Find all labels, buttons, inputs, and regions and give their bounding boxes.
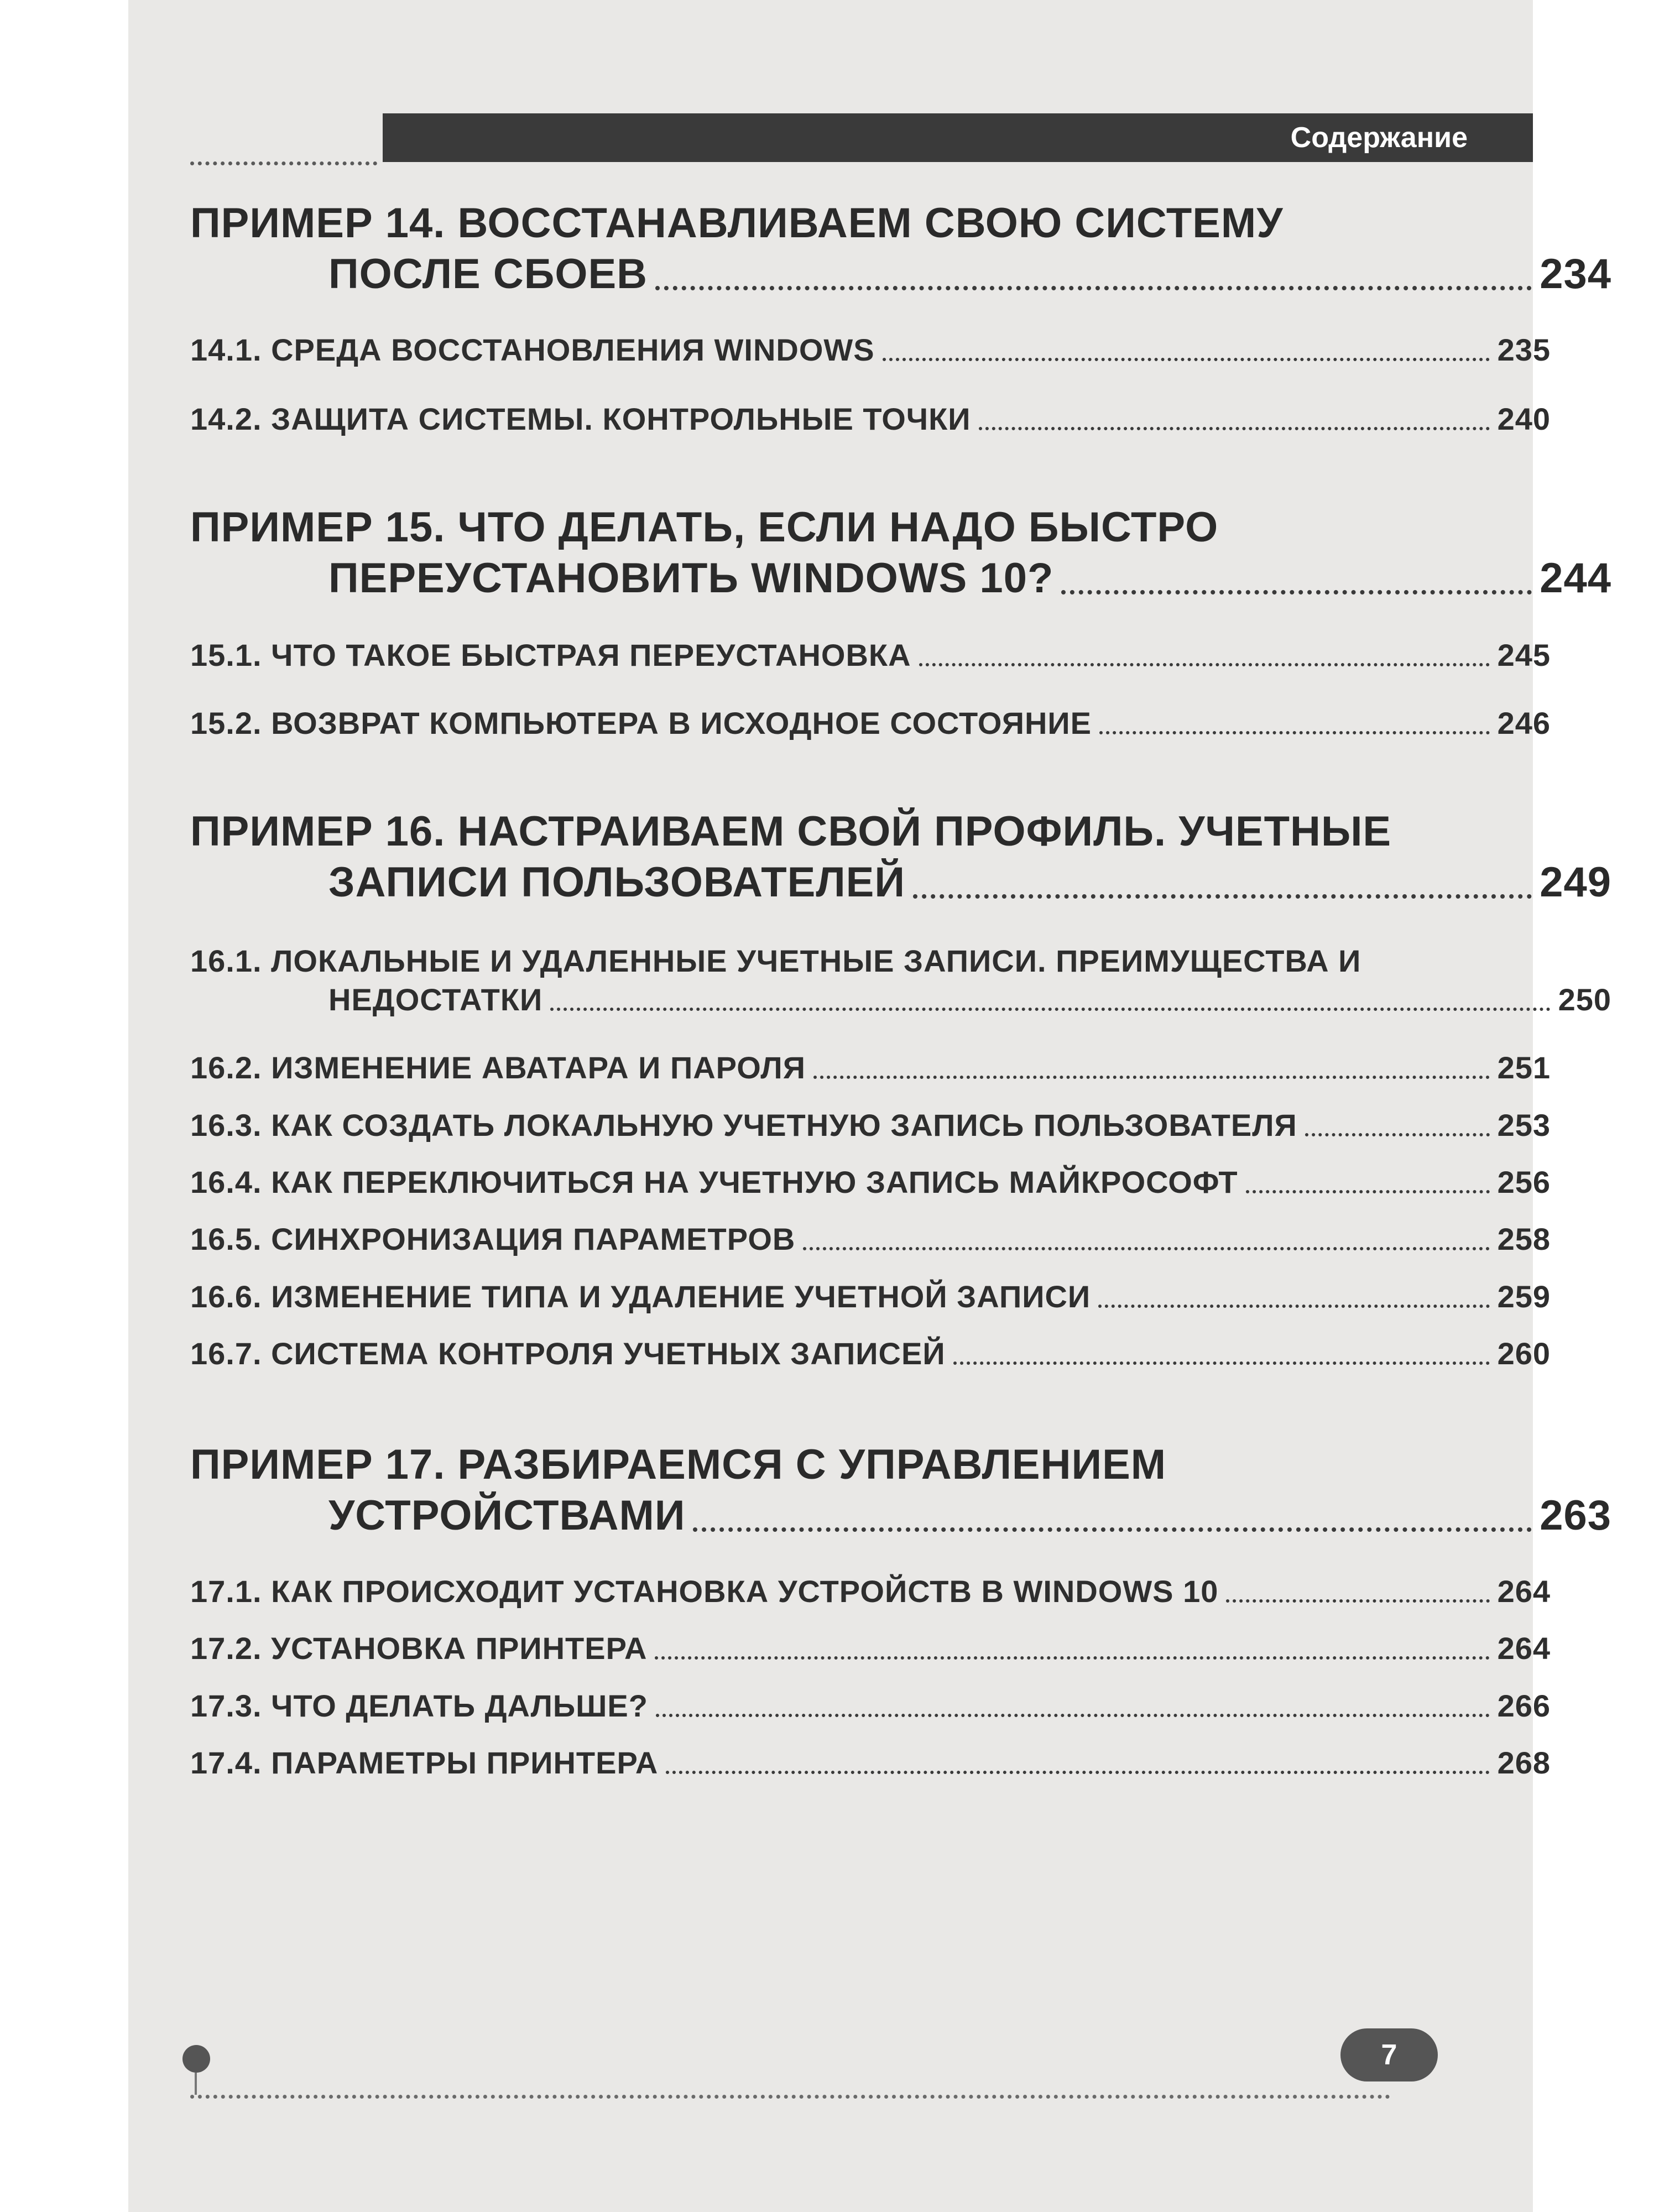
section-page-number: 268	[1497, 1745, 1551, 1780]
section-page-number: 250	[1558, 982, 1611, 1017]
chapter-title-line1: ПРИМЕР 17. РАЗБИРАЕМСЯ С УПРАВЛЕНИЕМ	[190, 1441, 1167, 1488]
section-title: 14.1. СРЕДА ВОССТАНОВЛЕНИЯ WINDOWS	[190, 332, 875, 367]
chapter-title-line2: ПОСЛЕ СБОЕВ	[328, 251, 648, 298]
dot-leader	[803, 1247, 1489, 1250]
dot-leader	[656, 1714, 1490, 1717]
dot-leader	[655, 1656, 1489, 1660]
dot-leader	[813, 1076, 1490, 1079]
chapter-page-number: 244	[1540, 555, 1611, 602]
section-title-line2: НЕДОСТАТКИ	[328, 982, 543, 1017]
dot-leader	[655, 286, 1532, 290]
dot-leader	[913, 894, 1532, 899]
chapter-title-line2: ПЕРЕУСТАНОВИТЬ WINDOWS 10?	[328, 555, 1054, 602]
dot-leader	[1305, 1133, 1490, 1136]
section-title: 16.1. ЛОКАЛЬНЫЕ И УДАЛЕННЫЕ УЧЕТНЫЕ ЗАПИСИ. ПРЕИМУЩЕСТВА И	[190, 943, 1361, 978]
dot-leader	[953, 1361, 1490, 1365]
dot-leader	[1226, 1599, 1489, 1603]
footer-dotted-rule	[190, 2095, 1390, 2099]
section-title: 16.3. КАК СОЗДАТЬ ЛОКАЛЬНУЮ УЧЕТНУЮ ЗАПИСЬ ПОЛЬЗОВАТЕЛЯ	[190, 1108, 1297, 1142]
chapter-title-line1: ПРИМЕР 16. НАСТРАИВАЕМ СВОЙ ПРОФИЛЬ. УЧЕТНЫЕ	[190, 808, 1392, 855]
section-title: 17.1. КАК ПРОИСХОДИТ УСТАНОВКА УСТРОЙСТВ В WINDOWS 10	[190, 1574, 1219, 1609]
chapter-page-number: 234	[1540, 251, 1611, 298]
book-page	[128, 0, 1611, 2212]
section-title: 17.3. ЧТО ДЕЛАТЬ ДАЛЬШЕ?	[190, 1688, 648, 1723]
section-title: 16.4. КАК ПЕРЕКЛЮЧИТЬСЯ НА УЧЕТНУЮ ЗАПИСЬ МАЙКРОСОФТ	[190, 1165, 1238, 1199]
footer-bullet-icon	[182, 2045, 210, 2073]
section-page-number: 260	[1497, 1336, 1551, 1371]
section-page-number: 253	[1497, 1108, 1551, 1142]
dot-leader	[1061, 590, 1532, 594]
section-page-number: 246	[1497, 706, 1551, 740]
section-title: 17.2. УСТАНОВКА ПРИНТЕРА	[190, 1631, 648, 1666]
chapter-title-line1: ПРИМЕР 14. ВОССТАНАВЛИВАЕМ СВОЮ СИСТЕМУ	[190, 200, 1284, 247]
section-page-number: 258	[1497, 1222, 1551, 1256]
section-title: 16.7. СИСТЕМА КОНТРОЛЯ УЧЕТНЫХ ЗАПИСЕЙ	[190, 1336, 946, 1371]
dot-leader	[1246, 1190, 1490, 1193]
running-header-title: Содержание	[1290, 122, 1468, 154]
section-page-number: 240	[1497, 401, 1551, 436]
section-page-number: 259	[1497, 1279, 1551, 1314]
section-page-number: 264	[1497, 1631, 1551, 1666]
dot-leader	[1099, 731, 1490, 734]
section-title: 17.4. ПАРАМЕТРЫ ПРИНТЕРА	[190, 1745, 659, 1780]
section-page-number: 266	[1497, 1688, 1551, 1723]
header-bar	[383, 113, 1533, 162]
section-title: 16.5. СИНХРОНИЗАЦИЯ ПАРАМЕТРОВ	[190, 1222, 796, 1256]
dot-leader	[919, 663, 1490, 666]
chapter-page-number: 249	[1540, 859, 1611, 906]
section-title: 14.2. ЗАЩИТА СИСТЕМЫ. КОНТРОЛЬНЫЕ ТОЧКИ	[190, 401, 971, 436]
header-dotted-rule	[190, 161, 377, 165]
section-title: 16.6. ИЗМЕНЕНИЕ ТИПА И УДАЛЕНИЕ УЧЕТНОЙ ЗАПИСИ	[190, 1279, 1091, 1314]
chapter-title-line1: ПРИМЕР 15. ЧТО ДЕЛАТЬ, ЕСЛИ НАДО БЫСТРО	[190, 504, 1219, 551]
section-page-number: 256	[1497, 1165, 1551, 1199]
section-page-number: 235	[1497, 332, 1551, 367]
section-page-number: 251	[1497, 1050, 1551, 1085]
section-title: 15.1. ЧТО ТАКОЕ БЫСТРАЯ ПЕРЕУСТАНОВКА	[190, 638, 911, 672]
dot-leader	[550, 1008, 1550, 1011]
page-number-badge: 7	[1340, 2028, 1438, 2081]
dot-leader	[666, 1771, 1489, 1774]
dot-leader	[693, 1527, 1532, 1532]
footer-bullet-stem	[195, 2073, 197, 2095]
section-page-number: 245	[1497, 638, 1551, 672]
section-page-number: 264	[1497, 1574, 1551, 1609]
dot-leader	[1098, 1305, 1489, 1308]
section-title: 16.2. ИЗМЕНЕНИЕ АВАТАРА И ПАРОЛЯ	[190, 1050, 806, 1085]
section-title: 15.2. ВОЗВРАТ КОМПЬЮТЕРА В ИСХОДНОЕ СОСТОЯНИЕ	[190, 706, 1092, 740]
chapter-title-line2: ЗАПИСИ ПОЛЬЗОВАТЕЛЕЙ	[328, 859, 905, 906]
chapter-page-number: 263	[1540, 1492, 1611, 1539]
chapter-title-line2: УСТРОЙСТВАМИ	[328, 1492, 686, 1539]
dot-leader	[979, 427, 1490, 430]
dot-leader	[883, 358, 1490, 361]
